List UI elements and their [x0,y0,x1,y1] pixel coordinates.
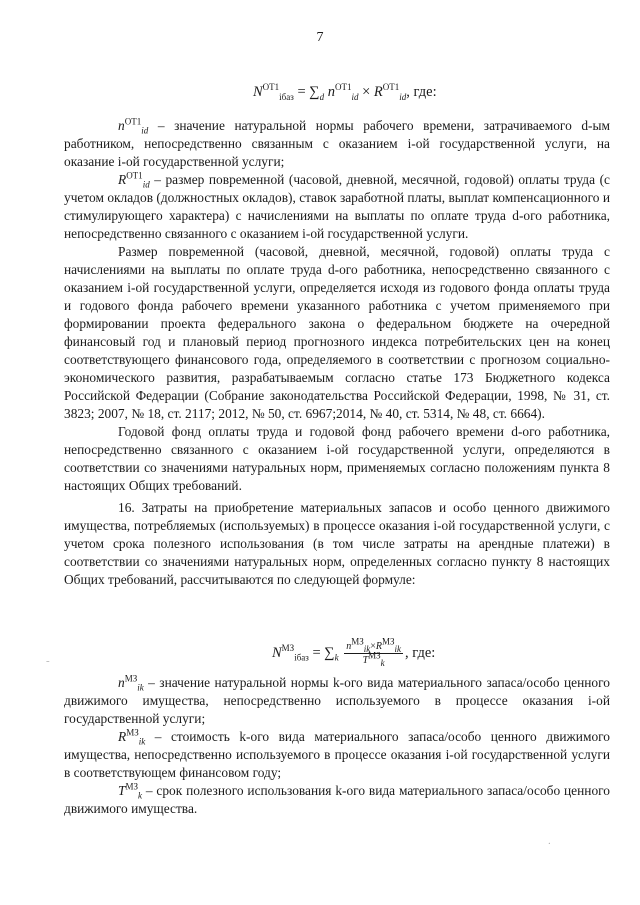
definition-text: – значение натуральной нормы k-ого вида материального запаса/особо ценного движимого имущества, непосредственно используемого в процессе оказания i-ой государственной услуги; [64,675,610,726]
page-number: 7 [316,30,324,45]
formula-labor-cost [253,84,437,101]
variable-superscript: ОТ1 [124,116,142,127]
variable-symbol: R [118,172,127,187]
definition-text: – размер повременной (часовой, дневной, месячной, годовой) оплаты труда (с учетом окладов (должностных окладов), ставок заработной платы, выплат компенсационного и стимулирующего характера) с начислениями на выплаты по оплате труда d-ого работника, непосредственно связанного с оказанием i-ой государственной услуги. [64,172,610,241]
paragraph-annual-fund: Годовой фонд оплаты труда и годовой фонд рабочего времени d-ого работника, непосредственно связанного с оказанием i-ой государственной услуги, определяются в соответствии со значениями натуральных норм, применяемых согласно положениям пункта 8 настоящих Общих требований. [64,424,610,493]
definition-t-mz [64,782,610,818]
formula-symbol: T [362,655,369,666]
formula-sum-index: d [319,91,325,102]
definition-r-mz [64,728,610,782]
variable-subscript: id [141,125,149,136]
formula-sum-sign: ∑ [309,84,320,100]
variable-subscript: ik [137,682,144,693]
formula-superscript: МЗ [281,643,295,653]
formula-superscript: МЗ [368,650,381,661]
variable-symbol: R [118,729,127,744]
paragraph-wage-size: Размер повременной (часовой, дневной, месячной, годовой) оплаты труда с начислениями на выплаты по оплате труда d-ого работника, непосредственно связанного с оказанием i-ой государственной услуги, определяется исходя из годового фонда оплаты труда и годового фонда рабочего времени указанного работника с учетом применяемого при формировании проекта федерального закона о федеральном бюджете на очередной финансовый год и плановый период прогнозного индекса потребительских цен на конец соответствующего финансового года, определяемого в соответствии с прогнозом социально-экономического развития, разрабатываемым согласно статье 173 Бюджетного кодекса Российской Федерации (Собрание законодательства Российской Федерации, 1998, № 31, ст. 3823; 2007, № 18, ст. 2117; 2012, № 50, ст. 6967;2014, № 40, ст. 5314, № 48, ст. 6664). [64,244,610,421]
formula-subscript: ik [363,644,371,654]
formula-times: × [370,641,376,652]
scan-mark: - [46,655,50,667]
formula-subscript: id [351,91,359,102]
variable-subscript: k [137,790,142,801]
fraction-denominator [344,650,403,668]
formula-subscript: k [380,658,385,668]
formula-fraction [344,636,403,668]
variable-superscript: ОТ1 [126,170,143,181]
formula-subscript: iбаз [279,91,294,102]
formula-superscript: ОТ1 [334,82,352,93]
variable-subscript: ik [138,736,146,747]
variable-symbol: n [118,118,125,133]
definition-text: – стоимость k-ого вида материального запаса/особо ценного движимого имущества, непосредственно используемого в процессе оказания i-ой государственной услуги в соответствующем финансовом году; [64,729,610,780]
formula-subscript: iбаз [294,652,309,663]
formula-subscript: id [399,91,407,102]
formula-sum-sign: ∑ [324,644,335,661]
formula-superscript: ОТ1 [382,82,400,93]
definition-text: – значение натуральной нормы рабочего времени, затрачиваемого d-ым работником, непосредственно связанным с оказанием i-ой государственной услуги, на оказание i-ой государственной услуги; [64,118,610,169]
definition-n-ot [64,117,610,171]
definition-n-mz [64,674,610,728]
paragraph-section-16: 16. Затраты на приобретение материальных запасов и особо ценного движимого имущества, потребляемых (используемых) в процессе оказания i-ой государственной услуги, с учетом срока полезного использования (в том числе затраты на арендные платежи) в соответствии со значениями натуральных норм, определенных согласно пункту 8 настоящих Общих требований, рассчитываются по следующей формуле: [64,500,610,587]
definition-r-ot [64,171,610,243]
formula-superscript: ОТ1 [262,82,280,93]
formula-equals: = [293,84,310,100]
formula-subscript: ik [394,644,402,654]
variable-superscript: МЗ [126,727,139,738]
text-block-lower [64,674,610,818]
variable-superscript: МЗ [125,781,138,792]
definition-text: – срок полезного использования k-ого вида материального запаса/особо ценного движимого имущества. [64,783,610,816]
variable-superscript: МЗ [124,673,138,684]
formula-sum-index: k [334,652,339,663]
formula-material-cost [272,636,436,668]
formula-symbol: N [253,84,263,100]
formula-tail: , где: [406,84,437,100]
variable-subscript: id [142,179,150,190]
formula-superscript: МЗ [351,636,364,647]
variable-symbol: n [118,675,125,690]
formula-symbol: R [373,84,383,100]
scan-mark: . [548,835,551,847]
variable-symbol: T [118,783,126,798]
formula-symbol: R [375,641,382,652]
formula-equals: = [308,644,325,661]
text-block-upper [64,117,610,589]
formula-symbol: n [327,84,335,100]
formula-superscript: МЗ [382,636,395,647]
formula-tail: , где: [405,644,436,661]
formula-symbol: N [272,644,282,661]
formula-symbol: n [346,641,352,652]
formula-times: × [358,84,374,100]
